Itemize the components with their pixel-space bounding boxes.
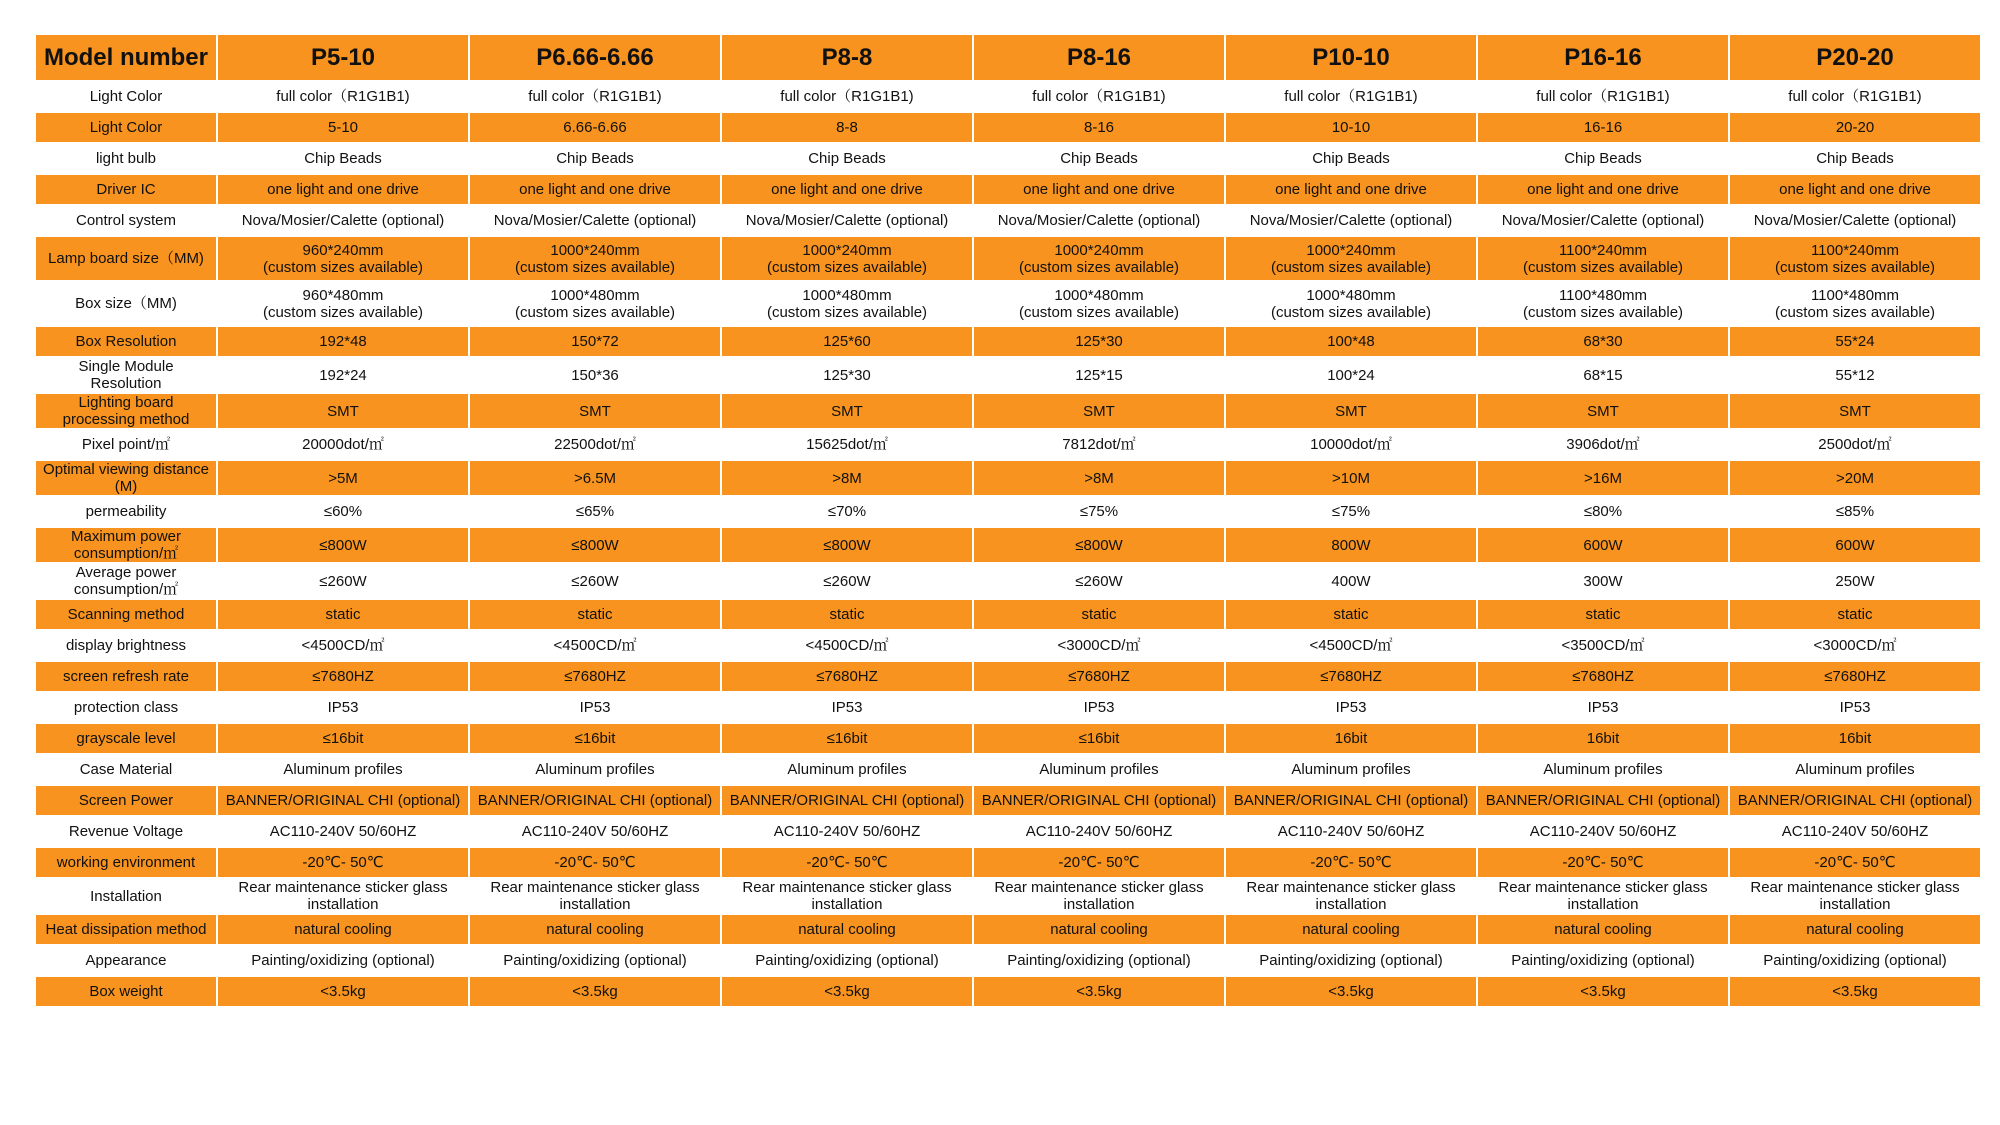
- table-cell: full color（R1G1B1): [1226, 82, 1476, 111]
- table-row: [36, 693, 1980, 722]
- table-row: [36, 82, 1980, 111]
- row-label: light bulb: [36, 144, 216, 173]
- table-cell: 1000*240mm (custom sizes available): [470, 237, 720, 280]
- table-cell: 600W: [1730, 528, 1980, 562]
- table-row: [36, 817, 1980, 846]
- table-cell: 1000*480mm (custom sizes available): [470, 282, 720, 325]
- table-cell: IP53: [1730, 693, 1980, 722]
- row-label: protection class: [36, 693, 216, 722]
- table-cell: Chip Beads: [1730, 144, 1980, 173]
- table-cell: Painting/oxidizing (optional): [1226, 946, 1476, 975]
- table-cell: SMT: [1478, 394, 1728, 428]
- table-cell: 2500dot/㎡: [1730, 430, 1980, 459]
- header-cell: P5-10: [218, 35, 468, 80]
- table-cell: <3.5kg: [1226, 977, 1476, 1006]
- row-label: Case Material: [36, 755, 216, 784]
- table-row: [36, 394, 1980, 428]
- table-row: [36, 848, 1980, 877]
- row-label: Average power consumption/㎡: [36, 564, 216, 598]
- table-cell: <3.5kg: [218, 977, 468, 1006]
- table-cell: Nova/Mosier/Calette (optional): [1730, 206, 1980, 235]
- table-cell: 16-16: [1478, 113, 1728, 142]
- table-row: [36, 282, 1980, 325]
- table-cell: SMT: [722, 394, 972, 428]
- table-cell: Rear maintenance sticker glass installation: [218, 879, 468, 913]
- table-cell: static: [1730, 600, 1980, 629]
- table-cell: ≤16bit: [470, 724, 720, 753]
- table-cell: 1100*480mm (custom sizes available): [1478, 282, 1728, 325]
- table-cell: ≤60%: [218, 497, 468, 526]
- table-cell: one light and one drive: [974, 175, 1224, 204]
- spec-table-body: [36, 82, 1980, 1006]
- table-cell: ≤260W: [974, 564, 1224, 598]
- table-cell: 1100*240mm (custom sizes available): [1730, 237, 1980, 280]
- table-cell: SMT: [1730, 394, 1980, 428]
- table-cell: ≤260W: [470, 564, 720, 598]
- table-cell: 68*15: [1478, 358, 1728, 392]
- table-cell: <4500CD/㎡: [218, 631, 468, 660]
- table-cell: Nova/Mosier/Calette (optional): [1478, 206, 1728, 235]
- table-cell: Painting/oxidizing (optional): [974, 946, 1224, 975]
- table-cell: 125*60: [722, 327, 972, 356]
- table-cell: ≤70%: [722, 497, 972, 526]
- row-label: Heat dissipation method: [36, 915, 216, 944]
- table-cell: BANNER/ORIGINAL CHI (optional): [1226, 786, 1476, 815]
- table-row: [36, 175, 1980, 204]
- table-cell: Painting/oxidizing (optional): [1478, 946, 1728, 975]
- table-cell: AC110-240V 50/60HZ: [1730, 817, 1980, 846]
- table-cell: natural cooling: [218, 915, 468, 944]
- table-cell: <3000CD/㎡: [974, 631, 1224, 660]
- table-cell: natural cooling: [1478, 915, 1728, 944]
- table-cell: 100*24: [1226, 358, 1476, 392]
- table-cell: >8M: [722, 461, 972, 495]
- table-cell: ≤85%: [1730, 497, 1980, 526]
- table-cell: SMT: [1226, 394, 1476, 428]
- row-label: Appearance: [36, 946, 216, 975]
- table-cell: ≤16bit: [974, 724, 1224, 753]
- header-cell: Model number: [36, 35, 216, 80]
- table-cell: 1000*240mm (custom sizes available): [1226, 237, 1476, 280]
- row-label: Scanning method: [36, 600, 216, 629]
- header-cell: P8-8: [722, 35, 972, 80]
- table-cell: AC110-240V 50/60HZ: [1478, 817, 1728, 846]
- table-cell: one light and one drive: [1730, 175, 1980, 204]
- table-cell: ≤7680HZ: [218, 662, 468, 691]
- table-cell: -20℃- 50℃: [1226, 848, 1476, 877]
- row-label: Revenue Voltage: [36, 817, 216, 846]
- table-cell: ≤16bit: [722, 724, 972, 753]
- table-cell: ≤800W: [974, 528, 1224, 562]
- table-cell: 150*36: [470, 358, 720, 392]
- header-row: [36, 35, 1980, 80]
- table-cell: Painting/oxidizing (optional): [470, 946, 720, 975]
- table-cell: 1100*240mm (custom sizes available): [1478, 237, 1728, 280]
- table-cell: BANNER/ORIGINAL CHI (optional): [1478, 786, 1728, 815]
- table-cell: ≤80%: [1478, 497, 1728, 526]
- table-row: [36, 977, 1980, 1006]
- table-cell: Painting/oxidizing (optional): [1730, 946, 1980, 975]
- table-row: [36, 631, 1980, 660]
- table-cell: IP53: [1226, 693, 1476, 722]
- table-cell: ≤7680HZ: [974, 662, 1224, 691]
- table-cell: SMT: [974, 394, 1224, 428]
- table-cell: <3000CD/㎡: [1730, 631, 1980, 660]
- table-cell: Nova/Mosier/Calette (optional): [218, 206, 468, 235]
- row-label: Installation: [36, 879, 216, 913]
- table-cell: static: [1226, 600, 1476, 629]
- table-cell: 1000*480mm (custom sizes available): [974, 282, 1224, 325]
- table-row: [36, 600, 1980, 629]
- table-cell: -20℃- 50℃: [1478, 848, 1728, 877]
- table-cell: ≤65%: [470, 497, 720, 526]
- row-label: Lamp board size（MM): [36, 237, 216, 280]
- table-cell: 55*24: [1730, 327, 1980, 356]
- row-label: permeability: [36, 497, 216, 526]
- table-cell: full color（R1G1B1): [1478, 82, 1728, 111]
- table-cell: Chip Beads: [974, 144, 1224, 173]
- table-cell: 15625dot/㎡: [722, 430, 972, 459]
- table-cell: Chip Beads: [722, 144, 972, 173]
- table-cell: static: [218, 600, 468, 629]
- table-cell: -20℃- 50℃: [470, 848, 720, 877]
- table-cell: >10M: [1226, 461, 1476, 495]
- table-cell: SMT: [218, 394, 468, 428]
- table-cell: Rear maintenance sticker glass installation: [1226, 879, 1476, 913]
- table-cell: BANNER/ORIGINAL CHI (optional): [974, 786, 1224, 815]
- table-cell: AC110-240V 50/60HZ: [974, 817, 1224, 846]
- table-cell: Aluminum profiles: [1226, 755, 1476, 784]
- table-cell: Nova/Mosier/Calette (optional): [1226, 206, 1476, 235]
- table-cell: full color（R1G1B1): [1730, 82, 1980, 111]
- header-cell: P16-16: [1478, 35, 1728, 80]
- table-cell: 5-10: [218, 113, 468, 142]
- row-label: display brightness: [36, 631, 216, 660]
- table-row: [36, 461, 1980, 495]
- table-cell: 16bit: [1478, 724, 1728, 753]
- table-cell: BANNER/ORIGINAL CHI (optional): [218, 786, 468, 815]
- table-cell: IP53: [218, 693, 468, 722]
- table-cell: 250W: [1730, 564, 1980, 598]
- row-label: Light Color: [36, 82, 216, 111]
- table-cell: >6.5M: [470, 461, 720, 495]
- table-cell: one light and one drive: [1478, 175, 1728, 204]
- table-cell: 6.66-6.66: [470, 113, 720, 142]
- table-cell: <3.5kg: [974, 977, 1224, 1006]
- table-cell: Nova/Mosier/Calette (optional): [722, 206, 972, 235]
- row-label: Light Color: [36, 113, 216, 142]
- table-cell: natural cooling: [974, 915, 1224, 944]
- table-row: [36, 358, 1980, 392]
- table-cell: 20000dot/㎡: [218, 430, 468, 459]
- table-cell: IP53: [1478, 693, 1728, 722]
- table-cell: ≤7680HZ: [1730, 662, 1980, 691]
- table-cell: 7812dot/㎡: [974, 430, 1224, 459]
- spec-table: [34, 33, 1982, 1008]
- table-cell: 960*240mm (custom sizes available): [218, 237, 468, 280]
- table-cell: -20℃- 50℃: [974, 848, 1224, 877]
- table-cell: natural cooling: [470, 915, 720, 944]
- table-cell: 600W: [1478, 528, 1728, 562]
- row-label: Driver IC: [36, 175, 216, 204]
- header-cell: P20-20: [1730, 35, 1980, 80]
- table-cell: static: [722, 600, 972, 629]
- table-cell: Nova/Mosier/Calette (optional): [974, 206, 1224, 235]
- table-row: [36, 946, 1980, 975]
- table-row: [36, 724, 1980, 753]
- table-cell: IP53: [974, 693, 1224, 722]
- table-cell: Aluminum profiles: [470, 755, 720, 784]
- header-cell: P6.66-6.66: [470, 35, 720, 80]
- table-cell: one light and one drive: [218, 175, 468, 204]
- table-row: [36, 786, 1980, 815]
- table-cell: >16M: [1478, 461, 1728, 495]
- table-cell: 125*30: [722, 358, 972, 392]
- table-cell: 68*30: [1478, 327, 1728, 356]
- table-cell: 20-20: [1730, 113, 1980, 142]
- table-cell: ≤800W: [722, 528, 972, 562]
- table-cell: <4500CD/㎡: [722, 631, 972, 660]
- table-cell: IP53: [470, 693, 720, 722]
- row-label: working environment: [36, 848, 216, 877]
- table-cell: one light and one drive: [470, 175, 720, 204]
- table-cell: 16bit: [1730, 724, 1980, 753]
- table-row: [36, 327, 1980, 356]
- table-cell: 16bit: [1226, 724, 1476, 753]
- table-row: [36, 564, 1980, 598]
- table-cell: full color（R1G1B1): [722, 82, 972, 111]
- row-label: Pixel point/㎡: [36, 430, 216, 459]
- table-cell: 8-16: [974, 113, 1224, 142]
- table-cell: -20℃- 50℃: [722, 848, 972, 877]
- table-cell: 960*480mm (custom sizes available): [218, 282, 468, 325]
- table-row: [36, 497, 1980, 526]
- table-cell: <3.5kg: [1730, 977, 1980, 1006]
- table-cell: 300W: [1478, 564, 1728, 598]
- table-cell: 22500dot/㎡: [470, 430, 720, 459]
- table-row: [36, 206, 1980, 235]
- table-cell: Painting/oxidizing (optional): [218, 946, 468, 975]
- table-cell: one light and one drive: [722, 175, 972, 204]
- table-cell: 1000*480mm (custom sizes available): [1226, 282, 1476, 325]
- table-cell: 400W: [1226, 564, 1476, 598]
- row-label: Control system: [36, 206, 216, 235]
- table-cell: AC110-240V 50/60HZ: [1226, 817, 1476, 846]
- table-cell: 125*30: [974, 327, 1224, 356]
- table-cell: Rear maintenance sticker glass installation: [974, 879, 1224, 913]
- table-cell: natural cooling: [722, 915, 972, 944]
- table-cell: ≤260W: [218, 564, 468, 598]
- row-label: screen refresh rate: [36, 662, 216, 691]
- row-label: Screen Power: [36, 786, 216, 815]
- table-cell: Rear maintenance sticker glass installation: [1730, 879, 1980, 913]
- table-cell: ≤75%: [1226, 497, 1476, 526]
- table-cell: <3.5kg: [722, 977, 972, 1006]
- row-label: Lighting board processing method: [36, 394, 216, 428]
- table-row: [36, 915, 1980, 944]
- table-cell: Rear maintenance sticker glass installation: [1478, 879, 1728, 913]
- table-cell: 10000dot/㎡: [1226, 430, 1476, 459]
- table-cell: 1000*240mm (custom sizes available): [974, 237, 1224, 280]
- table-cell: Aluminum profiles: [218, 755, 468, 784]
- table-cell: static: [974, 600, 1224, 629]
- table-cell: Painting/oxidizing (optional): [722, 946, 972, 975]
- table-cell: ≤16bit: [218, 724, 468, 753]
- table-row: [36, 237, 1980, 280]
- table-cell: -20℃- 50℃: [1730, 848, 1980, 877]
- row-label: Single Module Resolution: [36, 358, 216, 392]
- table-cell: >8M: [974, 461, 1224, 495]
- table-cell: <3.5kg: [1478, 977, 1728, 1006]
- table-row: [36, 879, 1980, 913]
- table-cell: Chip Beads: [470, 144, 720, 173]
- table-cell: natural cooling: [1226, 915, 1476, 944]
- header-cell: P8-16: [974, 35, 1224, 80]
- table-cell: 1000*240mm (custom sizes available): [722, 237, 972, 280]
- table-cell: 125*15: [974, 358, 1224, 392]
- table-cell: Chip Beads: [1226, 144, 1476, 173]
- table-cell: static: [470, 600, 720, 629]
- table-cell: ≤260W: [722, 564, 972, 598]
- table-cell: 192*24: [218, 358, 468, 392]
- table-cell: static: [1478, 600, 1728, 629]
- table-cell: ≤800W: [470, 528, 720, 562]
- table-cell: BANNER/ORIGINAL CHI (optional): [470, 786, 720, 815]
- table-cell: 150*72: [470, 327, 720, 356]
- table-cell: IP53: [722, 693, 972, 722]
- row-label: Maximum power consumption/㎡: [36, 528, 216, 562]
- table-cell: 100*48: [1226, 327, 1476, 356]
- table-cell: >5M: [218, 461, 468, 495]
- table-cell: Aluminum profiles: [974, 755, 1224, 784]
- table-cell: <4500CD/㎡: [1226, 631, 1476, 660]
- table-cell: ≤7680HZ: [722, 662, 972, 691]
- table-cell: Rear maintenance sticker glass installation: [722, 879, 972, 913]
- table-cell: full color（R1G1B1): [470, 82, 720, 111]
- table-cell: AC110-240V 50/60HZ: [470, 817, 720, 846]
- table-cell: 10-10: [1226, 113, 1476, 142]
- row-label: grayscale level: [36, 724, 216, 753]
- table-row: [36, 528, 1980, 562]
- table-cell: Chip Beads: [1478, 144, 1728, 173]
- table-cell: >20M: [1730, 461, 1980, 495]
- table-cell: <3500CD/㎡: [1478, 631, 1728, 660]
- table-cell: BANNER/ORIGINAL CHI (optional): [722, 786, 972, 815]
- header-cell: P10-10: [1226, 35, 1476, 80]
- row-label: Box size（MM): [36, 282, 216, 325]
- table-cell: 800W: [1226, 528, 1476, 562]
- table-cell: 55*12: [1730, 358, 1980, 392]
- table-cell: SMT: [470, 394, 720, 428]
- table-cell: 1100*480mm (custom sizes available): [1730, 282, 1980, 325]
- table-cell: Aluminum profiles: [722, 755, 972, 784]
- table-cell: Nova/Mosier/Calette (optional): [470, 206, 720, 235]
- table-cell: Aluminum profiles: [1478, 755, 1728, 784]
- table-cell: Rear maintenance sticker glass installation: [470, 879, 720, 913]
- table-row: [36, 662, 1980, 691]
- table-row: [36, 113, 1980, 142]
- table-cell: Aluminum profiles: [1730, 755, 1980, 784]
- table-cell: BANNER/ORIGINAL CHI (optional): [1730, 786, 1980, 815]
- table-row: [36, 755, 1980, 784]
- table-cell: full color（R1G1B1): [218, 82, 468, 111]
- table-cell: ≤75%: [974, 497, 1224, 526]
- row-label: Box Resolution: [36, 327, 216, 356]
- table-cell: 1000*480mm (custom sizes available): [722, 282, 972, 325]
- table-cell: ≤7680HZ: [1226, 662, 1476, 691]
- table-cell: full color（R1G1B1): [974, 82, 1224, 111]
- table-cell: <3.5kg: [470, 977, 720, 1006]
- table-cell: AC110-240V 50/60HZ: [218, 817, 468, 846]
- row-label: Optimal viewing distance (M): [36, 461, 216, 495]
- table-row: [36, 144, 1980, 173]
- row-label: Box weight: [36, 977, 216, 1006]
- table-cell: -20℃- 50℃: [218, 848, 468, 877]
- table-cell: ≤7680HZ: [470, 662, 720, 691]
- table-cell: ≤800W: [218, 528, 468, 562]
- table-cell: natural cooling: [1730, 915, 1980, 944]
- table-cell: ≤7680HZ: [1478, 662, 1728, 691]
- table-cell: one light and one drive: [1226, 175, 1476, 204]
- table-cell: Chip Beads: [218, 144, 468, 173]
- table-cell: AC110-240V 50/60HZ: [722, 817, 972, 846]
- table-cell: 192*48: [218, 327, 468, 356]
- table-cell: 8-8: [722, 113, 972, 142]
- table-row: [36, 430, 1980, 459]
- table-cell: <4500CD/㎡: [470, 631, 720, 660]
- table-cell: 3906dot/㎡: [1478, 430, 1728, 459]
